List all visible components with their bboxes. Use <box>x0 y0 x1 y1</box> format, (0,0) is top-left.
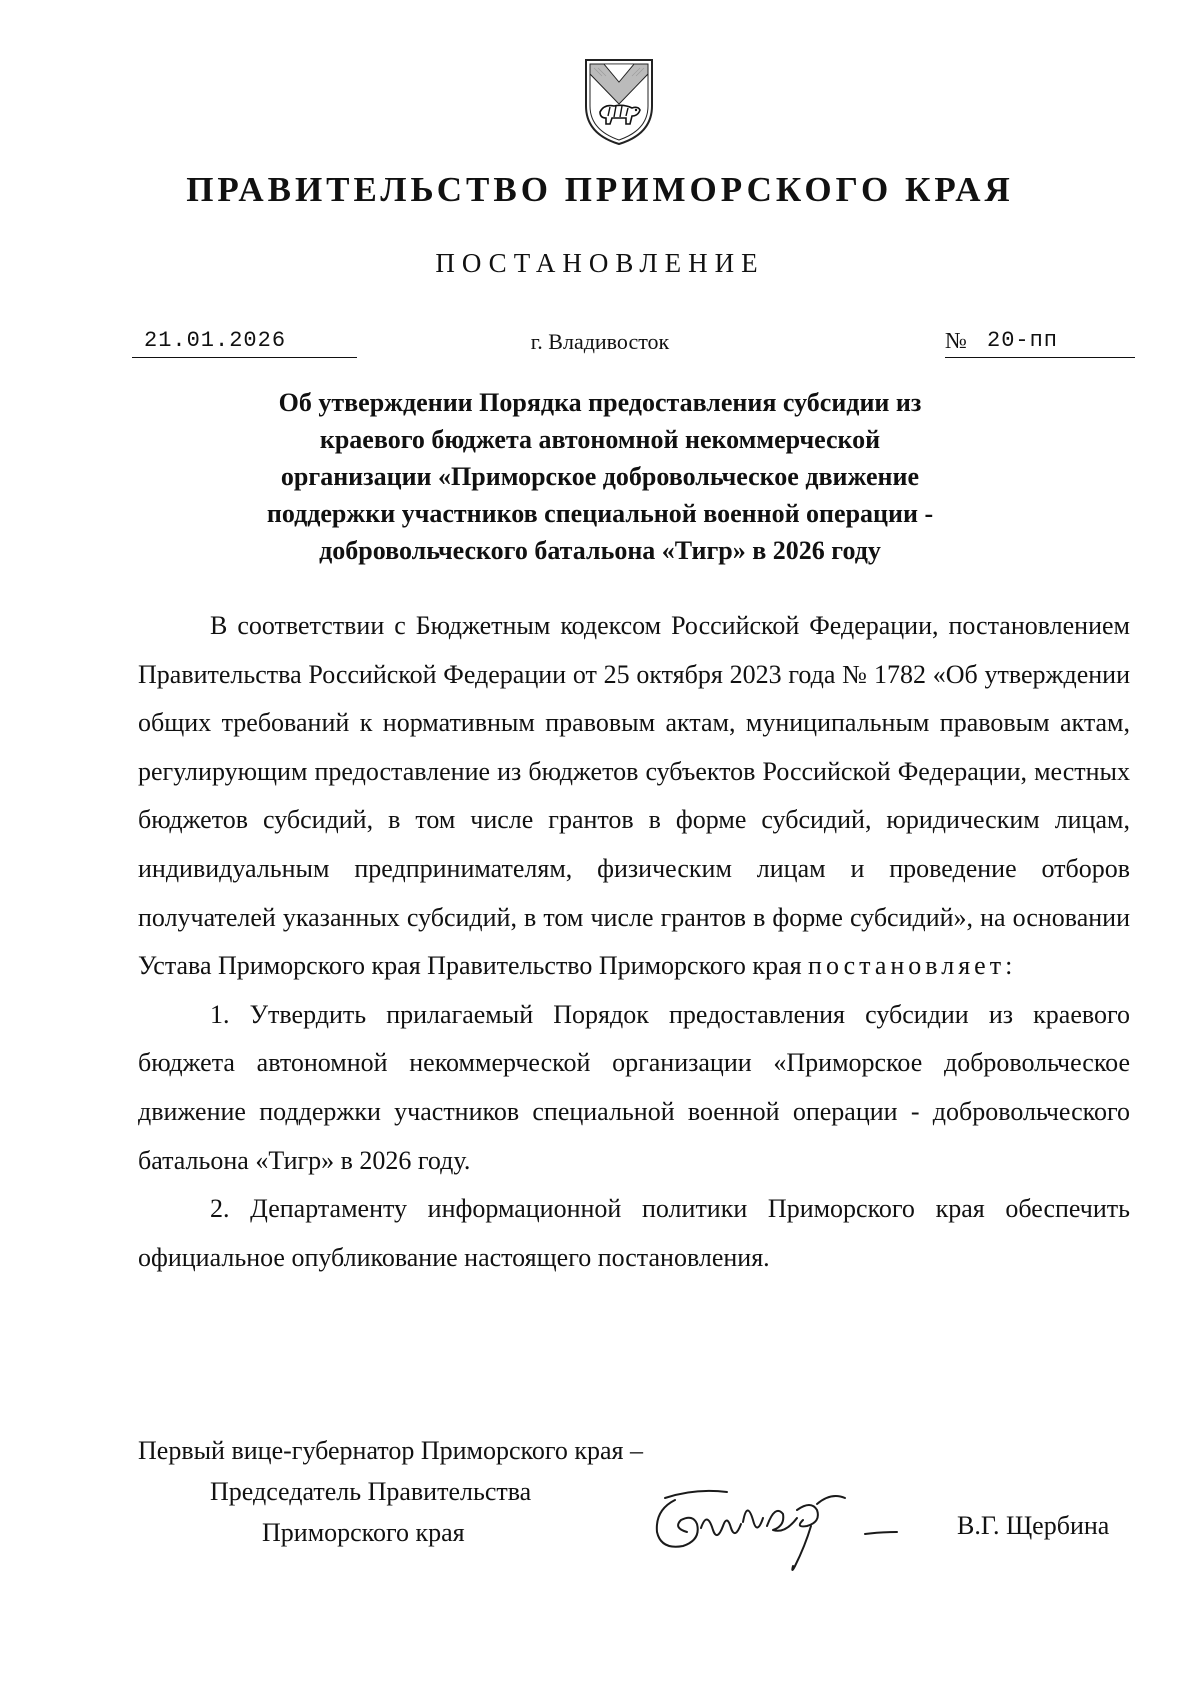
number-sign: № <box>945 328 967 353</box>
heading-line: поддержки участников специальной военной операции - <box>266 499 934 528</box>
government-title: ПРАВИТЕЛЬСТВО ПРИМОРСКОГО КРАЯ <box>186 170 1014 209</box>
document-type: ПОСТАНОВЛЕНИЕ <box>435 248 765 278</box>
heading-line: добровольческого батальона «Тигр» в 2026 году <box>319 536 881 565</box>
resolves-word: постановляет <box>808 951 1006 981</box>
signatory-position <box>138 1430 643 1553</box>
position-line-3: Приморского края <box>262 1518 465 1547</box>
position-line-1: Первый вице-губернатор Приморского края – <box>138 1436 643 1465</box>
heading-line: краевого бюджета автономной некоммерческой <box>319 425 881 454</box>
resolves-colon: : <box>1005 951 1013 981</box>
document-city: г. Владивосток <box>530 329 670 354</box>
primorsky-krai-coat-of-arms-icon <box>580 54 658 148</box>
preamble-text: В соответствии с Бюджетным кодексом Российской Федерации, постановлением Правительства Российской Федерации от 25 октября 2023 года № 1782 «Об утверждении общих требований к нормативным правовым актам, муниципальным правовым актам, регулирующим предоставление из бюджетов субъектов Российской Федерации, местных бюджетов субсидий, в том числе грантов в форме субсидий, юридическим лицам, индивидуальным предпринимателям, физическим лицам и проведение отборов получателей указанных субсидий, в том числе грантов в форме субсидий», на основании Устава Приморского края Правительство Приморского края <box>138 611 1130 981</box>
handwritten-signature-icon <box>635 1470 935 1580</box>
document-number: 20-пп <box>987 328 1059 353</box>
document-number-field <box>945 327 1135 358</box>
heading-line: организации «Приморское добровольческое движение <box>280 462 920 491</box>
item-2-paragraph: 2. Департаменту информационной политики Приморского края обеспечить официальное опубликование настоящего постановления. <box>138 1194 1130 1272</box>
heading-line: Об утверждении Порядка предоставления субсидии из <box>278 388 922 417</box>
document-date: 21.01.2026 <box>144 328 287 353</box>
preamble-paragraph <box>138 602 1130 991</box>
signatory-name: В.Г. Щербина <box>957 1511 1110 1540</box>
item-1-paragraph: 1. Утвердить прилагаемый Порядок предоставления субсидии из краевого бюджета автономной некоммерческой организации «Приморское добровольческое движение поддержки участников специальной военной операции - добровольческого батальона «Тигр» в 2026 году. <box>138 999 1130 1175</box>
document-heading <box>200 384 1000 569</box>
position-line-2: Председатель Правительства <box>210 1477 532 1506</box>
document-body <box>138 602 1130 1282</box>
